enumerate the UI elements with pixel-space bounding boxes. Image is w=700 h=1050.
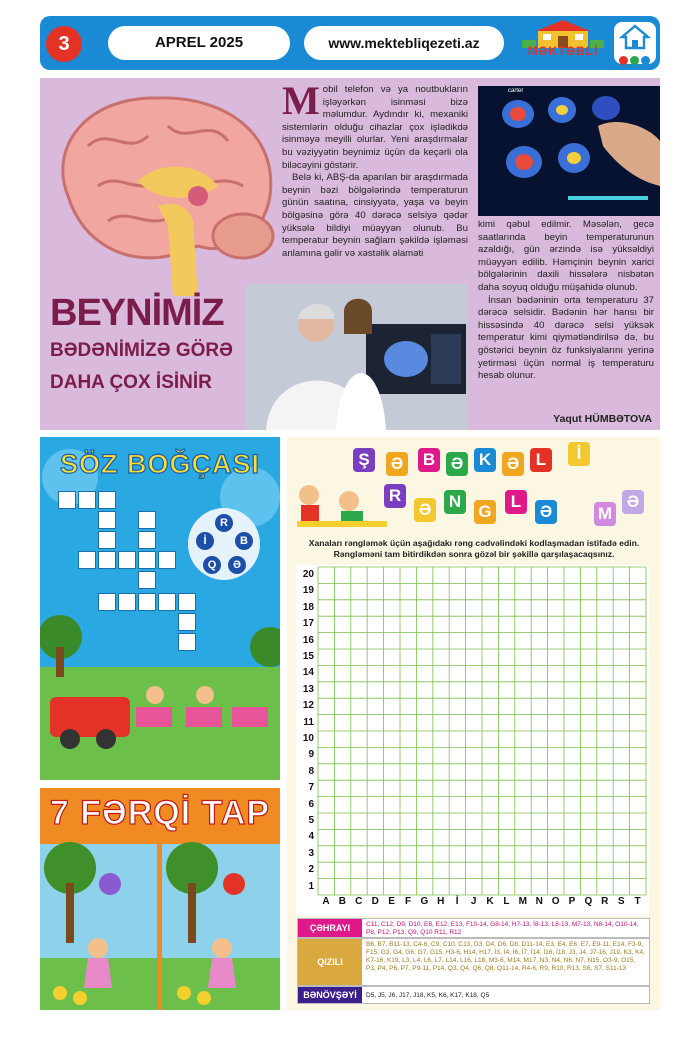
crossword-cell[interactable] [178,633,196,651]
crossword-cell[interactable] [98,593,116,611]
color-legend [297,918,650,1006]
grid-column-label: A [322,896,330,907]
legend-row-purple [297,986,650,1004]
grid-row-label: 9 [308,749,314,761]
title-letter: B [418,448,440,472]
legend-codes: B6, B7, B11-13, C4-6, C9, C10, C13, D3, D4, D6, D8, D11-14, E3, E4, E6, E7, E9-11, E14, F3-9, F15, G3, G4, G6, G7, G15, H3-6, H14, H17, İ3, İ4, İ6, İ7, İ14, İ16, İ18, J3, J4, J7-16, J19, K3, K4, K7-16, K19, L3, L4, L6, L7, L14, L16, L18, M3-6, M14, M17, N3, N4, N6, N7, N15, O3-9, O15, P3, P4, P6, P7, P9-11, P14, Q3, Q4, Q6, Q8, Q11-14, R4-6, R9, R10, R13, S6, S7, S11-13 [366,941,645,972]
headline-subtitle-2: DAHA ÇOX İSİNİR [50,372,212,393]
grid-row-label: 10 [302,733,314,744]
title-letter: İ [568,442,590,466]
crossword-cell[interactable] [78,491,96,509]
legend-color-name: ÇƏHRAYI [298,919,362,937]
grid-column-label: F [404,896,412,907]
crossword-cell[interactable] [158,551,176,569]
coloring-grid[interactable] [296,565,649,916]
grid-column-label: D [371,896,379,907]
title-letter: Ə [622,490,644,514]
grid-row-label: 15 [302,651,314,662]
crossword-cell[interactable] [78,551,96,569]
article-paragraph-2: Belə ki, ABŞ-da aparılan bir araşdırmada beynin bəzi bölgələrində temperaturun günün saatına, cinsiyyətə, yaşa və beyin bölgəsinə görə 40 dərəcə selsiyə qədər yüksələ bildiyi müəyyən olunub. Bu temperatur beynin sağlam şəkildə işləməsi anlamına gəlir və xəstəlik əlaməti [282,172,468,259]
grid-column-label: E [388,896,395,907]
scientists-photo [246,284,468,430]
grid-row-label: 7 [308,782,314,794]
headline-subtitle-1: BƏDƏNİMİZƏ GÖRƏ [50,340,233,361]
newspaper-logo[interactable] [518,20,608,66]
grid-column-label: B [338,896,346,907]
crossword-cell[interactable] [158,593,176,611]
crossword-cell[interactable] [118,593,136,611]
home-icon [614,22,656,52]
color-dots [619,52,652,70]
grid-column-label: O [551,896,560,907]
article-headline [50,292,250,398]
title-letter: M [594,502,616,526]
title-letter: Ə [386,452,408,476]
crossword-cell[interactable] [178,593,196,611]
headline-title: BEYNİMİZ [50,292,224,334]
crossword-cell[interactable] [178,613,196,631]
article-column-2 [478,219,654,383]
title-letter: K [474,448,496,472]
grid-column-label: C [355,896,363,907]
grid-row-label: 6 [308,798,314,810]
article-paragraph-4: İnsan bədəninin orta temperaturu 37 dərəcə selsidir. Bədənin hər hansı bir hissəsində 40 dərəcə selsi yüksək temperatur kimi qiymətləndirilsə də, bu göstərici beynin öz funksiyalarını yerinə yetirməsi üçün normal iş temperaturu hesab olunur. [478,294,654,382]
legend-color-name: QIZILI [298,939,362,985]
title-letter: L [505,490,527,514]
photo-caption: carter [508,88,524,94]
brain-scan-photo [478,86,660,216]
differences-panel [40,788,280,1010]
grid-row-label: 4 [308,831,314,843]
grid-column-label: S [617,896,625,907]
brain-illustration [48,86,280,306]
website-link[interactable]: www.mektebliqezeti.az [304,26,504,60]
crossword-cell[interactable] [138,551,156,569]
title-letter: G [474,500,496,524]
crossword-cell[interactable] [98,531,116,549]
grid-row-label: 3 [308,847,314,859]
crossword-cell[interactable] [98,551,116,569]
grid-column-label: P [568,896,576,907]
letter-circle: İ [196,532,214,550]
crossword-cell[interactable] [98,491,116,509]
legend-row-gold [297,938,650,986]
title-letter: Ş [353,448,375,472]
crossword-cell[interactable] [138,571,156,589]
grid-column-label: M [518,896,527,907]
grid-column-label: İ [455,896,459,907]
title-letter: Ə [535,500,557,524]
title-letter: R [384,484,406,508]
article-author: Yaqut HÜMBƏTOVA [553,413,652,425]
coloring-instructions: Xanaları rəngləmək üçün aşağıdakı rəng cədvəlindəki kodlaşmadan istifadə edin. Rəngləməni tam bitirdikdən sonra gözəl bir şəkillə qarşılaşacaqsınız. [308,538,640,559]
differences-title: 7 FƏRQİ TAP [49,794,271,832]
title-letter: Ə [446,452,468,476]
grid-row-label: 12 [302,700,314,712]
article-paragraph-1: obil telefon və ya noutbukların işləyərkən isinməsi bizə məlumdur. Aydındır ki, mexaniki sistemlərin olduğu cihazlar çox işlədikdə isinməyə meyilli olurlar. Yeni araşdırmalar bu vəziyyətin beynimiz üçün də keçərli ola biləcəyini göstərir. [282,84,468,171]
grid-row-label: 17 [302,618,314,630]
article-paragraph-3: kimi qəbul edilmir. Məsələn, gecə saatlarında beyin temperaturunun azaldığı, gün ərzində isə yüksəldiyi müəyyən edilib. Həmçinin beynin xarici bölgələrinin daxili hissələrə nisbətən daha soyuq olduğu müşahidə olunub. [478,219,654,293]
legend-codes: C11, C12, D9, D10, E8, E12, E13, F10-14, G8-14, H7-13, İ8-13, L8-13, M7-13, N8-14, O10-14, P8, P12, P13, Q9, Q10 R11, R12 [366,921,639,936]
grid-column-label: L [503,896,510,907]
title-letter: Ə [502,452,524,476]
grid-column-label: J [470,896,477,907]
grid-row-label: 14 [302,667,314,679]
crossword-cell[interactable] [58,491,76,509]
grid-column-label: N [535,896,543,907]
legend-codes: D5, J5, J6, J17, J18, K5, K6, K17, K18, Q5 [366,992,490,999]
grid-row-label: 19 [302,585,314,597]
letter-circle: Q [203,556,221,574]
grid-row-label: 5 [308,815,314,826]
crossword-cell[interactable] [118,551,136,569]
crossword-cell[interactable] [138,531,156,549]
grid-column-label: R [601,896,609,907]
grid-column-label: H [437,896,445,907]
letter-circle: B [235,532,253,550]
grid-row-label: 13 [302,683,314,695]
grid-row-label: 20 [302,569,314,580]
title-letter: L [530,448,552,472]
grid-column-label: G [420,896,429,907]
legend-color-name: BƏNÖVŞƏYİ [298,987,362,1003]
grid-row-label: 8 [308,765,314,777]
grid-row-label: 2 [308,864,314,876]
crossword-cell[interactable] [98,511,116,529]
letter-circle: R [215,514,233,532]
title-letter: Ə [414,498,436,522]
letter-circle: Ə [228,556,246,574]
grid-row-label: 1 [308,880,314,892]
grid-column-label: T [634,896,641,907]
article-column-1 [282,78,468,260]
grid-column-label: K [486,896,494,907]
word-puzzle-title: SÖZ BOĞÇASI [59,449,260,479]
grid-column-label: Q [584,896,593,907]
crossword-cell[interactable] [138,593,156,611]
grid-row-label: 18 [302,601,314,613]
dropcap: M [282,78,320,123]
legend-row-pink [297,918,650,938]
grid-row-label: 11 [303,716,314,728]
title-letter: N [444,490,466,514]
issue-date: APREL 2025 [108,26,290,60]
crossword-cell[interactable] [138,511,156,529]
page-number-badge: 3 [46,26,82,62]
grid-row-label: 16 [302,634,314,646]
logo-text: MƏKTƏBLİ [527,44,599,58]
